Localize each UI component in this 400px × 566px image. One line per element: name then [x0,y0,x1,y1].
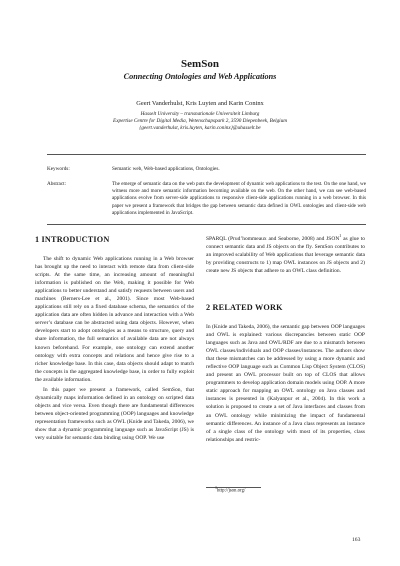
divider-bottom [47,224,366,225]
author-emails: {geert.vanderhulst, kris.luyten, karin.coninx}@uhasselt.be [139,125,261,131]
abstract-text: The emerge of semantic data on the web puts the development of dynamic web applications to the test. On the one hand, we witness more and more semantic information becoming available on the web. On the other hand, we can see web-based applications evolve from server-side applications to responsive client-side applications running in a web browser. In this paper we present a framework that bridges the gap between semantic data defined in OWL ontologies and client-side web applications implemented in JavaScript. [112,181,366,216]
divider-top [47,154,366,155]
introduction-paragraph-2: In this paper we present a framework, called SemSon, that dynamically maps information defined in an ontology on scripted data objects and vice versa. Even though there are fundamental differences between object-oriented programming (OOP) languages and knowledge representation frameworks such as OWL (Knide and Takeda, 2006), we show that a dynamic programming language such as JavaScript (JS) is very suitable for semantic data binding using OOP. We use [35,386,194,442]
introduction-continuation [206,235,365,275]
related-work-paragraph: In (Knide and Takeda, 2006), the semantic gap between OOP languages and OWL is explained: various discrepancies between static OOP languages such as Java and OWL/RDF are due to a mismatch between OWL classes/individuals and OOP classes/instances. The authors show that these mismatches can be addressed by using a more dynamic and reflective OOP language such as Common Lisp Object System (CLOS) and present an OWL processor built on top of CLOS that allows programmers to develop application domain models using OOP. A more static approach for mapping an OWL ontology on Java classes and instances is presented in (Kalyanpur et al., 2004). In this work a solution is proposed to create a set of Java interfaces and classes from an OWL ontology while minimizing the impact of fundamental semantic differences. An instance of a Java class represents an instance of a single class of the ontology with most of its properties, class relationships and restric- [206,324,365,443]
intro-continuation-start: SPARQL (Prud’hommeaux and Seaborne, 2008) and JSON [206,236,340,242]
abstract-label: Abstract: [47,181,67,187]
footnote-reference: 1 [339,233,342,239]
keywords-label: Keywords: [47,166,70,172]
footnote-url: http://json.org/ [217,488,246,494]
page-number: 163 [352,537,361,543]
keywords-text: Semantic web, Web-based applications, Ontologies. [112,166,220,172]
footnote [215,485,246,494]
section-heading-related-work: 2 RELATED WORK [206,303,283,312]
introduction-paragraph-3 [206,235,365,275]
author-list: Geert Vanderhulst, Kris Luyten and Karin Coninx [136,100,264,107]
related-work-body [206,323,365,444]
intro-continuation-rest: as glue to connect semantic data and JS objects on the fly. SemSon contributes to an improved scalability of Web applications that leverage semantic data by providing constructs to 1) map OWL instances on JS objects and 2) create new JS objects that adhere to an OWL class definition. [206,236,365,275]
section-heading-introduction: 1 INTRODUCTION [35,235,110,244]
paper-subtitle: Connecting Ontologies and Web Applications [123,72,277,81]
introduction-paragraph-1: The shift to dynamic Web applications running in a Web browser has brought up the need to interact with remote data from client-side scripts. At the same time, an increasing amount of meaningful information is published on the Web, making it possible for Web applications to better understand and satisfy requests between users and machines (Berners-Lee et al., 2001). Since most Web-based applications still rely on a fixed database schema, the semantics of the application data are often hidden in advance and interaction with a Web server’s database can be abstracted using data objects. However, when developers start to adopt ontologies as a means to structure, query and share information, the full semantics of available data are not always known beforehand. For example, one ontology can extend another ontology with extra concepts and relations and hence give rise to a richer knowledge base. In this case, data objects should adapt to match the concepts in the aggregated knowledge base, in order to fully exploit the available information. [35,256,194,383]
footnote-mark: 1 [215,485,217,490]
affiliation-university: Hasselt University – transnationale Universiteit Limburg [140,111,260,117]
affiliation-address: Expertise Centre for Digital Media, Wetenschapspark 2, 3590 Diepenbeek, Belgium [113,118,287,124]
introduction-body [35,255,194,442]
paper-title: SemSon [181,58,219,70]
